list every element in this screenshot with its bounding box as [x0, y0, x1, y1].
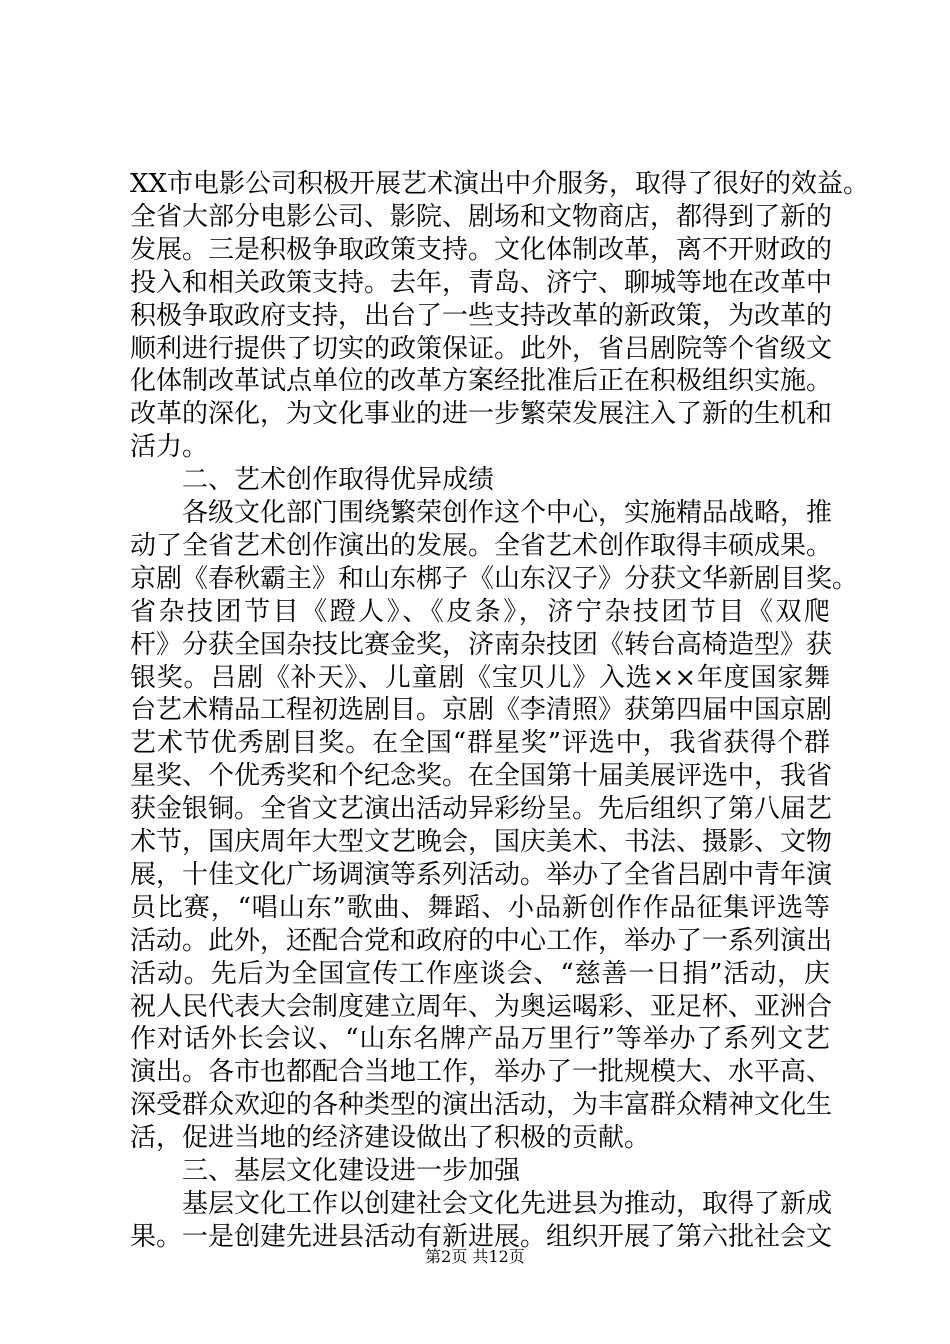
text-line: 获金银铜。全省文艺演出活动异彩纷呈。先后组织了第八届艺 — [130, 794, 833, 825]
page-footer: 第2页 共12页 — [425, 1247, 525, 1266]
text-line: 京剧《春秋霸主》和山东梆子《山东汉子》分获文华新剧目奖。 — [130, 563, 859, 594]
text-line: 各级文化部门围绕繁荣创作这个中心，实施精品战略，推 — [182, 498, 833, 528]
text-line: 化体制改革试点单位的改革方案经批准后正在积极组织实施。 — [130, 366, 833, 397]
text-line: 台艺术精品工程初选剧目。京剧《李清照》获第四届中国京剧 — [130, 695, 833, 726]
text-line: 活动。此外，还配合党和政府的中心工作，举办了一系列演出 — [130, 925, 833, 956]
text-line: 员比赛，“唱山东”歌曲、舞蹈、小品新创作作品征集评选等 — [130, 892, 830, 923]
text-line: 基层文化工作以创建社会文化先进县为推动，取得了新成 — [182, 1188, 833, 1219]
text-line: 果。一是创建先进县活动有新进展。组织开展了第六批社会文 — [130, 1221, 833, 1252]
text-line: 改革的深化，为文化事业的进一步繁荣发展注入了新的生机和 — [130, 399, 833, 430]
text-line: 省杂技团节目《蹬人》、《皮条》，济宁杂技团节目《双爬 — [130, 596, 830, 627]
text-line: 深受群众欢迎的各种类型的演出活动，为丰富群众精神文化生 — [130, 1090, 833, 1121]
text-line: 演出。各市也都配合当地工作，举办了一批规模大、水平高、 — [130, 1057, 833, 1088]
text-line: 发展。三是积极争取政策支持。文化体制改革，离不开财政的 — [130, 234, 833, 265]
text-line: 术节，国庆周年大型文艺晚会，国庆美术、书法、摄影、文物 — [130, 827, 833, 857]
text-line: 三、基层文化建设进一步加强 — [182, 1156, 521, 1186]
text-line: 活力。 — [130, 432, 209, 463]
text-line: 星奖、个优秀奖和个纪念奖。在全国第十届美展评选中，我省 — [130, 761, 833, 792]
text-line: 活动。先后为全国宣传工作座谈会、“慈善一日捐”活动，庆 — [130, 958, 830, 989]
text-line: 活，促进当地的经济建设做出了积极的贡献。 — [130, 1123, 651, 1154]
text-line: 顺利进行提供了切实的政策保证。此外，省吕剧院等个省级文 — [130, 333, 833, 364]
text-line: 杆》分获全国杂技比赛金奖，济南杂技团《转台高椅造型》获 — [130, 629, 833, 660]
text-line: 艺术节优秀剧目奖。在全国“群星奖”评选中，我省获得个群 — [130, 728, 830, 759]
text-line: 动了全省艺术创作演出的发展。全省艺术创作取得丰硕成果。 — [130, 530, 833, 561]
text-line: 展，十佳文化广场调演等系列活动。举办了全省吕剧中青年演 — [130, 859, 833, 890]
text-line: 祝人民代表大会制度建立周年、为奥运喝彩、亚足杯、亚洲合 — [130, 991, 833, 1022]
text-line: 银奖。吕剧《补天》、儿童剧《宝贝儿》入选××年度国家舞 — [130, 662, 830, 693]
text-line: 积极争取政府支持，出台了一些支持改革的新政策，为改革的 — [130, 300, 833, 331]
text-line: XX市电影公司积极开展艺术演出中介服务，取得了很好的效益。 — [130, 169, 870, 199]
text-line: 作对话外长会议、“山东名牌产品万里行”等举办了系列文艺 — [130, 1024, 830, 1055]
text-line: 全省大部分电影公司、影院、剧场和文物商店，都得到了新的 — [130, 201, 833, 232]
text-line: 二、艺术创作取得优异成绩 — [182, 465, 495, 496]
text-line: 投入和相关政策支持。去年，青岛、济宁、聊城等地在改革中 — [130, 267, 833, 298]
